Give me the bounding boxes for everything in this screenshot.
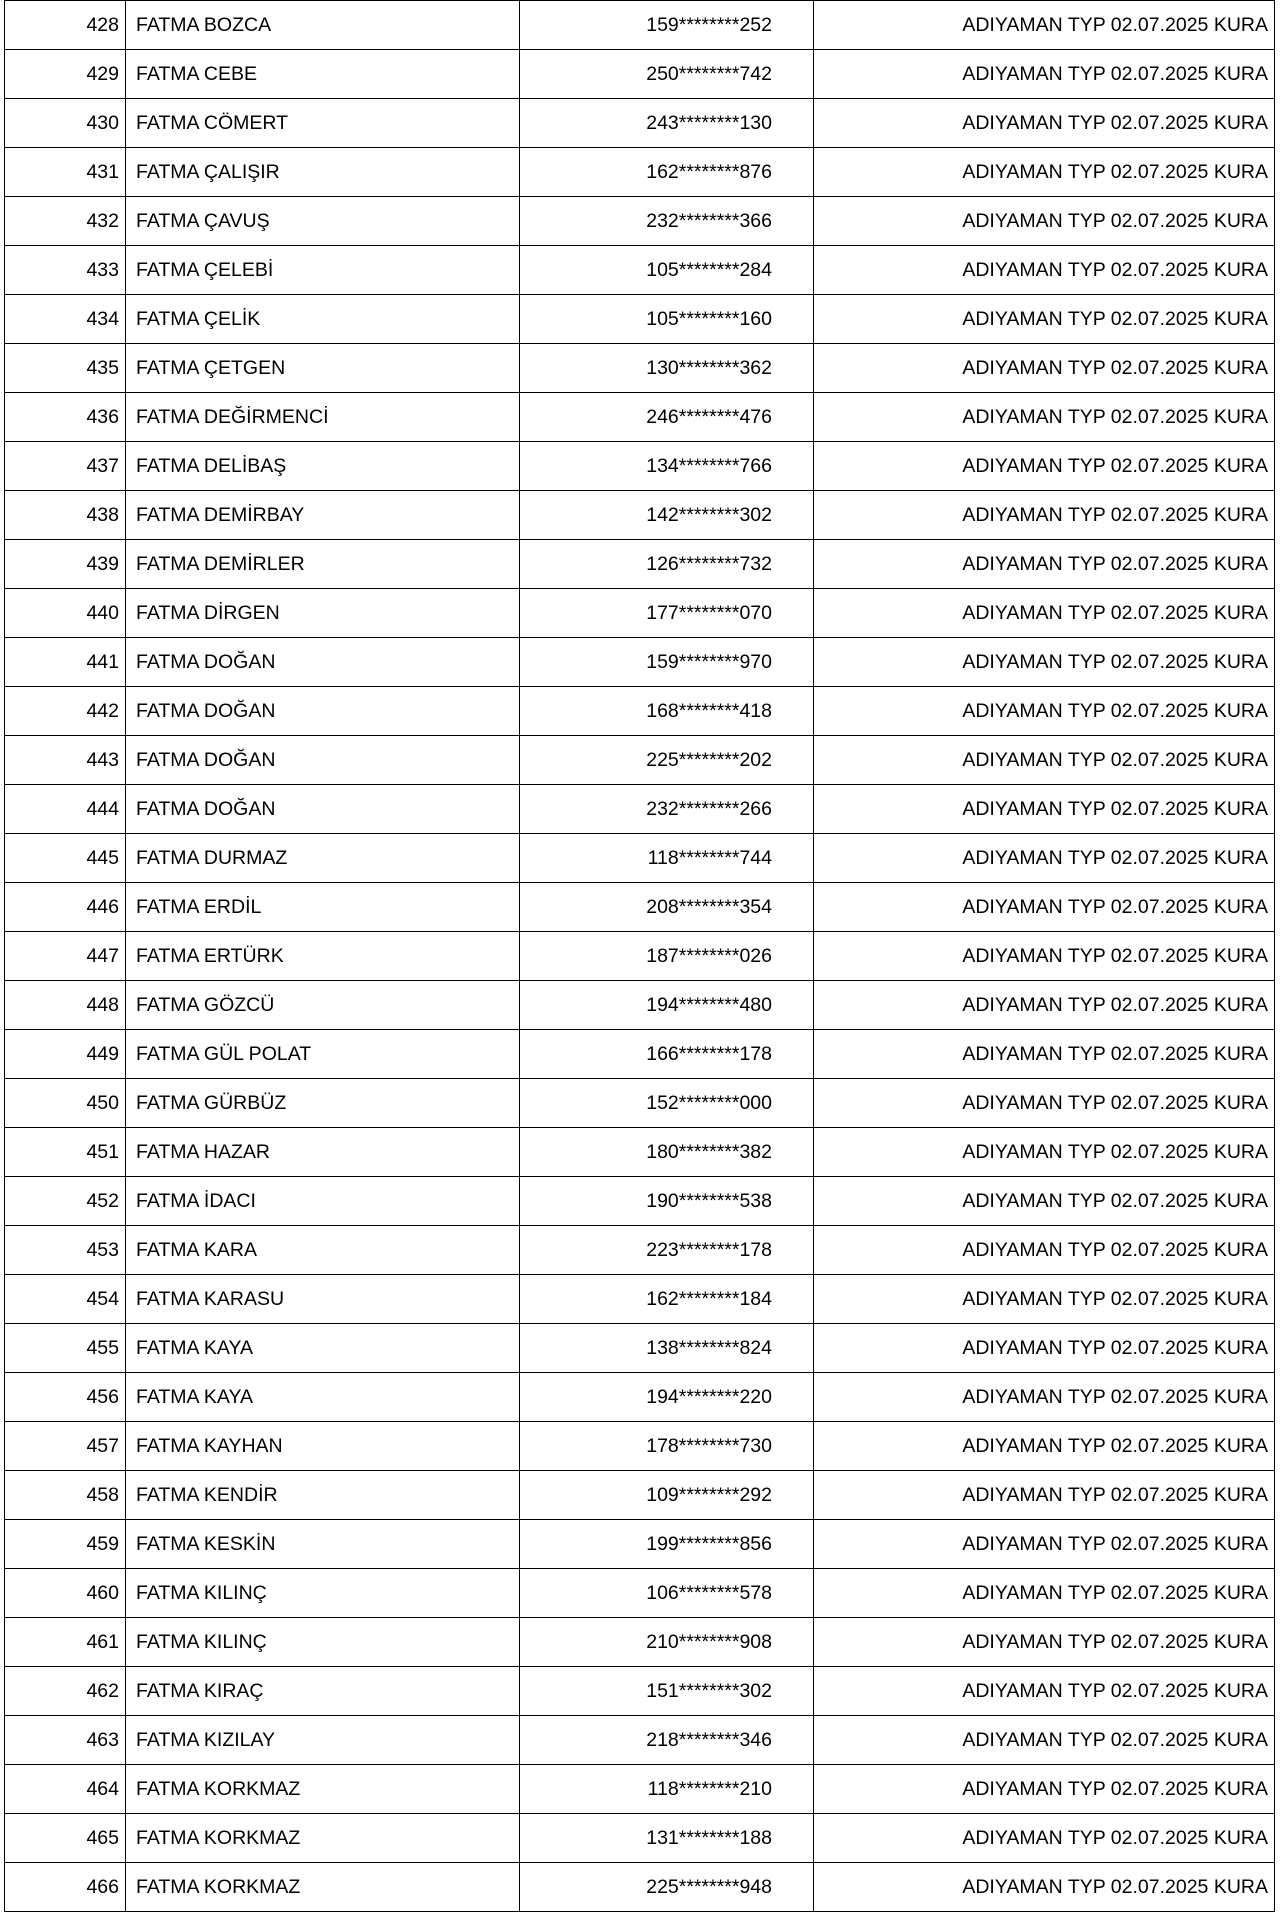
row-number-cell: 432 <box>5 197 126 246</box>
row-number-cell: 439 <box>5 540 126 589</box>
lottery-note-cell: ADIYAMAN TYP 02.07.2025 KURA <box>814 1667 1275 1716</box>
masked-id-number-cell: 106********578 <box>520 1569 814 1618</box>
table-row <box>5 1373 1275 1422</box>
lottery-note-cell: ADIYAMAN TYP 02.07.2025 KURA <box>814 1471 1275 1520</box>
masked-id-number-cell: 152********000 <box>520 1079 814 1128</box>
masked-id-number-cell: 232********266 <box>520 785 814 834</box>
full-name-cell: FATMA DİRGEN <box>126 589 520 638</box>
full-name-cell: FATMA GÖZCÜ <box>126 981 520 1030</box>
full-name-cell: FATMA KAYHAN <box>126 1422 520 1471</box>
lottery-note-cell: ADIYAMAN TYP 02.07.2025 KURA <box>814 1373 1275 1422</box>
row-number-cell: 434 <box>5 295 126 344</box>
lottery-note-cell: ADIYAMAN TYP 02.07.2025 KURA <box>814 344 1275 393</box>
masked-id-number-cell: 105********284 <box>520 246 814 295</box>
masked-id-number-cell: 225********202 <box>520 736 814 785</box>
row-number-cell: 433 <box>5 246 126 295</box>
lottery-note-cell: ADIYAMAN TYP 02.07.2025 KURA <box>814 785 1275 834</box>
table-row <box>5 1667 1275 1716</box>
full-name-cell: FATMA DOĞAN <box>126 687 520 736</box>
row-number-cell: 448 <box>5 981 126 1030</box>
lottery-note-cell: ADIYAMAN TYP 02.07.2025 KURA <box>814 246 1275 295</box>
table-row <box>5 1324 1275 1373</box>
table-row <box>5 1275 1275 1324</box>
full-name-cell: FATMA KORKMAZ <box>126 1765 520 1814</box>
lottery-note-cell: ADIYAMAN TYP 02.07.2025 KURA <box>814 148 1275 197</box>
row-number-cell: 449 <box>5 1030 126 1079</box>
lottery-note-cell: ADIYAMAN TYP 02.07.2025 KURA <box>814 197 1275 246</box>
row-number-cell: 442 <box>5 687 126 736</box>
lottery-note-cell: ADIYAMAN TYP 02.07.2025 KURA <box>814 1177 1275 1226</box>
row-number-cell: 440 <box>5 589 126 638</box>
masked-id-number-cell: 159********970 <box>520 638 814 687</box>
lottery-note-cell: ADIYAMAN TYP 02.07.2025 KURA <box>814 1079 1275 1128</box>
masked-id-number-cell: 105********160 <box>520 295 814 344</box>
table-row <box>5 736 1275 785</box>
full-name-cell: FATMA CÖMERT <box>126 99 520 148</box>
masked-id-number-cell: 130********362 <box>520 344 814 393</box>
full-name-cell: FATMA KAYA <box>126 1324 520 1373</box>
masked-id-number-cell: 162********876 <box>520 148 814 197</box>
lottery-note-cell: ADIYAMAN TYP 02.07.2025 KURA <box>814 1814 1275 1863</box>
row-number-cell: 446 <box>5 883 126 932</box>
lottery-note-cell: ADIYAMAN TYP 02.07.2025 KURA <box>814 834 1275 883</box>
row-number-cell: 429 <box>5 50 126 99</box>
lottery-note-cell: ADIYAMAN TYP 02.07.2025 KURA <box>814 393 1275 442</box>
full-name-cell: FATMA DEĞİRMENCİ <box>126 393 520 442</box>
row-number-cell: 460 <box>5 1569 126 1618</box>
row-number-cell: 447 <box>5 932 126 981</box>
masked-id-number-cell: 246********476 <box>520 393 814 442</box>
lottery-note-cell: ADIYAMAN TYP 02.07.2025 KURA <box>814 50 1275 99</box>
table-row <box>5 295 1275 344</box>
lottery-note-cell: ADIYAMAN TYP 02.07.2025 KURA <box>814 540 1275 589</box>
masked-id-number-cell: 166********178 <box>520 1030 814 1079</box>
table-row <box>5 1520 1275 1569</box>
lottery-note-cell: ADIYAMAN TYP 02.07.2025 KURA <box>814 1569 1275 1618</box>
full-name-cell: FATMA DOĞAN <box>126 785 520 834</box>
full-name-cell: FATMA ÇAVUŞ <box>126 197 520 246</box>
row-number-cell: 458 <box>5 1471 126 1520</box>
table-row <box>5 834 1275 883</box>
masked-id-number-cell: 151********302 <box>520 1667 814 1716</box>
full-name-cell: FATMA ERDİL <box>126 883 520 932</box>
masked-id-number-cell: 180********382 <box>520 1128 814 1177</box>
full-name-cell: FATMA KILINÇ <box>126 1618 520 1667</box>
row-number-cell: 435 <box>5 344 126 393</box>
masked-id-number-cell: 199********856 <box>520 1520 814 1569</box>
lottery-note-cell: ADIYAMAN TYP 02.07.2025 KURA <box>814 1520 1275 1569</box>
lottery-note-cell: ADIYAMAN TYP 02.07.2025 KURA <box>814 1422 1275 1471</box>
masked-id-number-cell: 232********366 <box>520 197 814 246</box>
masked-id-number-cell: 109********292 <box>520 1471 814 1520</box>
lottery-note-cell: ADIYAMAN TYP 02.07.2025 KURA <box>814 1324 1275 1373</box>
masked-id-number-cell: 194********480 <box>520 981 814 1030</box>
full-name-cell: FATMA GÜL POLAT <box>126 1030 520 1079</box>
table-row <box>5 246 1275 295</box>
row-number-cell: 450 <box>5 1079 126 1128</box>
full-name-cell: FATMA DOĞAN <box>126 638 520 687</box>
lottery-note-cell: ADIYAMAN TYP 02.07.2025 KURA <box>814 1030 1275 1079</box>
full-name-cell: FATMA KIZILAY <box>126 1716 520 1765</box>
masked-id-number-cell: 190********538 <box>520 1177 814 1226</box>
table-row <box>5 1716 1275 1765</box>
full-name-cell: FATMA ÇETGEN <box>126 344 520 393</box>
table-row <box>5 1422 1275 1471</box>
lottery-note-cell: ADIYAMAN TYP 02.07.2025 KURA <box>814 1 1275 50</box>
lottery-note-cell: ADIYAMAN TYP 02.07.2025 KURA <box>814 736 1275 785</box>
row-number-cell: 459 <box>5 1520 126 1569</box>
lottery-note-cell: ADIYAMAN TYP 02.07.2025 KURA <box>814 491 1275 540</box>
row-number-cell: 438 <box>5 491 126 540</box>
row-number-cell: 441 <box>5 638 126 687</box>
masked-id-number-cell: 243********130 <box>520 99 814 148</box>
full-name-cell: FATMA ÇELİK <box>126 295 520 344</box>
masked-id-number-cell: 131********188 <box>520 1814 814 1863</box>
lottery-note-cell: ADIYAMAN TYP 02.07.2025 KURA <box>814 687 1275 736</box>
masked-id-number-cell: 162********184 <box>520 1275 814 1324</box>
full-name-cell: FATMA DURMAZ <box>126 834 520 883</box>
masked-id-number-cell: 210********908 <box>520 1618 814 1667</box>
row-number-cell: 454 <box>5 1275 126 1324</box>
lottery-note-cell: ADIYAMAN TYP 02.07.2025 KURA <box>814 1275 1275 1324</box>
table-row <box>5 1226 1275 1275</box>
table-row <box>5 1863 1275 1912</box>
table-row <box>5 393 1275 442</box>
lottery-note-cell: ADIYAMAN TYP 02.07.2025 KURA <box>814 295 1275 344</box>
row-number-cell: 452 <box>5 1177 126 1226</box>
row-number-cell: 456 <box>5 1373 126 1422</box>
full-name-cell: FATMA CEBE <box>126 50 520 99</box>
row-number-cell: 453 <box>5 1226 126 1275</box>
masked-id-number-cell: 177********070 <box>520 589 814 638</box>
masked-id-number-cell: 168********418 <box>520 687 814 736</box>
lottery-result-table <box>4 0 1275 1912</box>
row-number-cell: 466 <box>5 1863 126 1912</box>
row-number-cell: 428 <box>5 1 126 50</box>
row-number-cell: 464 <box>5 1765 126 1814</box>
full-name-cell: FATMA KILINÇ <box>126 1569 520 1618</box>
full-name-cell: FATMA DEMİRLER <box>126 540 520 589</box>
full-name-cell: FATMA DEMİRBAY <box>126 491 520 540</box>
table-row <box>5 1471 1275 1520</box>
lottery-note-cell: ADIYAMAN TYP 02.07.2025 KURA <box>814 883 1275 932</box>
lottery-note-cell: ADIYAMAN TYP 02.07.2025 KURA <box>814 589 1275 638</box>
full-name-cell: FATMA KAYA <box>126 1373 520 1422</box>
lottery-note-cell: ADIYAMAN TYP 02.07.2025 KURA <box>814 1863 1275 1912</box>
lottery-note-cell: ADIYAMAN TYP 02.07.2025 KURA <box>814 932 1275 981</box>
table-row <box>5 1765 1275 1814</box>
table-row <box>5 1177 1275 1226</box>
full-name-cell: FATMA DOĞAN <box>126 736 520 785</box>
row-number-cell: 443 <box>5 736 126 785</box>
masked-id-number-cell: 208********354 <box>520 883 814 932</box>
masked-id-number-cell: 225********948 <box>520 1863 814 1912</box>
table-row <box>5 1618 1275 1667</box>
table-row <box>5 589 1275 638</box>
full-name-cell: FATMA HAZAR <box>126 1128 520 1177</box>
table-row <box>5 1814 1275 1863</box>
masked-id-number-cell: 218********346 <box>520 1716 814 1765</box>
masked-id-number-cell: 159********252 <box>520 1 814 50</box>
row-number-cell: 465 <box>5 1814 126 1863</box>
table-row <box>5 1030 1275 1079</box>
masked-id-number-cell: 126********732 <box>520 540 814 589</box>
full-name-cell: FATMA DELİBAŞ <box>126 442 520 491</box>
masked-id-number-cell: 187********026 <box>520 932 814 981</box>
masked-id-number-cell: 223********178 <box>520 1226 814 1275</box>
row-number-cell: 463 <box>5 1716 126 1765</box>
row-number-cell: 462 <box>5 1667 126 1716</box>
full-name-cell: FATMA ÇELEBİ <box>126 246 520 295</box>
table-row <box>5 197 1275 246</box>
table-row <box>5 344 1275 393</box>
table-row <box>5 50 1275 99</box>
table-row <box>5 785 1275 834</box>
table-row <box>5 540 1275 589</box>
full-name-cell: FATMA KESKİN <box>126 1520 520 1569</box>
table-row <box>5 1569 1275 1618</box>
lottery-note-cell: ADIYAMAN TYP 02.07.2025 KURA <box>814 442 1275 491</box>
table-row <box>5 932 1275 981</box>
lottery-note-cell: ADIYAMAN TYP 02.07.2025 KURA <box>814 1128 1275 1177</box>
table-row <box>5 491 1275 540</box>
lottery-note-cell: ADIYAMAN TYP 02.07.2025 KURA <box>814 981 1275 1030</box>
row-number-cell: 445 <box>5 834 126 883</box>
row-number-cell: 457 <box>5 1422 126 1471</box>
full-name-cell: FATMA KORKMAZ <box>126 1863 520 1912</box>
masked-id-number-cell: 134********766 <box>520 442 814 491</box>
masked-id-number-cell: 118********210 <box>520 1765 814 1814</box>
table-row <box>5 638 1275 687</box>
full-name-cell: FATMA ÇALIŞIR <box>126 148 520 197</box>
row-number-cell: 451 <box>5 1128 126 1177</box>
table-row <box>5 687 1275 736</box>
row-number-cell: 436 <box>5 393 126 442</box>
full-name-cell: FATMA ERTÜRK <box>126 932 520 981</box>
row-number-cell: 431 <box>5 148 126 197</box>
masked-id-number-cell: 250********742 <box>520 50 814 99</box>
table-row <box>5 99 1275 148</box>
masked-id-number-cell: 142********302 <box>520 491 814 540</box>
row-number-cell: 444 <box>5 785 126 834</box>
full-name-cell: FATMA GÜRBÜZ <box>126 1079 520 1128</box>
lottery-result-table-body <box>5 1 1275 1912</box>
full-name-cell: FATMA BOZCA <box>126 1 520 50</box>
row-number-cell: 455 <box>5 1324 126 1373</box>
masked-id-number-cell: 194********220 <box>520 1373 814 1422</box>
lottery-note-cell: ADIYAMAN TYP 02.07.2025 KURA <box>814 1765 1275 1814</box>
table-row <box>5 1 1275 50</box>
table-row <box>5 442 1275 491</box>
lottery-note-cell: ADIYAMAN TYP 02.07.2025 KURA <box>814 1618 1275 1667</box>
table-row <box>5 981 1275 1030</box>
table-row <box>5 148 1275 197</box>
lottery-note-cell: ADIYAMAN TYP 02.07.2025 KURA <box>814 1226 1275 1275</box>
row-number-cell: 430 <box>5 99 126 148</box>
full-name-cell: FATMA KORKMAZ <box>126 1814 520 1863</box>
table-row <box>5 1128 1275 1177</box>
full-name-cell: FATMA İDACI <box>126 1177 520 1226</box>
full-name-cell: FATMA KENDİR <box>126 1471 520 1520</box>
lottery-note-cell: ADIYAMAN TYP 02.07.2025 KURA <box>814 99 1275 148</box>
lottery-note-cell: ADIYAMAN TYP 02.07.2025 KURA <box>814 1716 1275 1765</box>
row-number-cell: 437 <box>5 442 126 491</box>
full-name-cell: FATMA KARA <box>126 1226 520 1275</box>
lottery-note-cell: ADIYAMAN TYP 02.07.2025 KURA <box>814 638 1275 687</box>
table-row <box>5 1079 1275 1128</box>
full-name-cell: FATMA KIRAÇ <box>126 1667 520 1716</box>
masked-id-number-cell: 178********730 <box>520 1422 814 1471</box>
table-row <box>5 883 1275 932</box>
row-number-cell: 461 <box>5 1618 126 1667</box>
masked-id-number-cell: 138********824 <box>520 1324 814 1373</box>
full-name-cell: FATMA KARASU <box>126 1275 520 1324</box>
masked-id-number-cell: 118********744 <box>520 834 814 883</box>
